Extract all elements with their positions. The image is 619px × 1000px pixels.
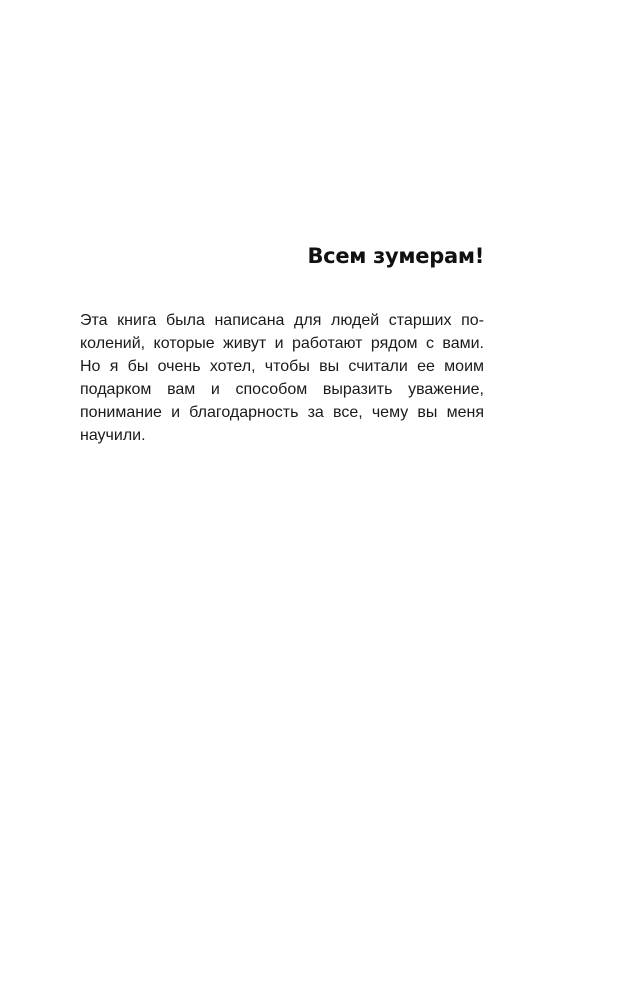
- dedication-paragraph: [80, 309, 484, 447]
- paragraph-line: Эта книга была написана для людей старших по-: [80, 312, 484, 329]
- paragraph-line: понимание и благодарность за все, чему вы меня: [80, 404, 484, 421]
- dedication-title: Всем зумерам!: [307, 244, 484, 268]
- paragraph-line: колений, которые живут и работают рядом с вами.: [80, 335, 484, 352]
- paragraph-line: научили.: [80, 427, 146, 444]
- paragraph-line: Но я бы очень хотел, чтобы вы считали ее моим: [80, 358, 484, 375]
- paragraph-line: подарком вам и способом выразить уважение,: [80, 381, 484, 398]
